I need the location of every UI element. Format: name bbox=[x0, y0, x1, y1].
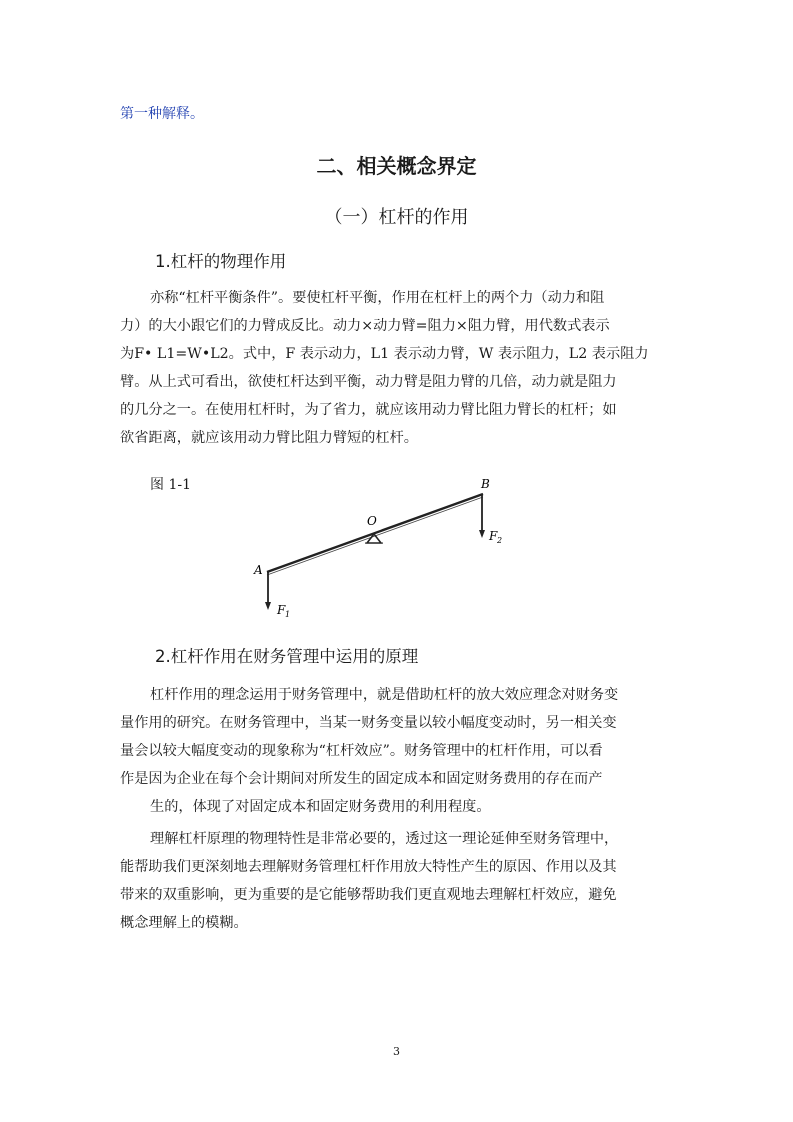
paragraph-line: 作是因为企业在每个会计期间对所发生的固定成本和固定财务费用的存在而产 bbox=[120, 771, 603, 787]
paragraph-line: 臂。从上式可看出，欲使杠杆达到平衡，动力臂是阻力臂的几倍，动力就是阻力 bbox=[120, 374, 617, 390]
paragraph-line: 欲省距离，就应该用动力臂比阻力臂短的杠杆。 bbox=[120, 430, 418, 446]
paragraph-line: 量会以较大幅度变动的现象称为“杠杆效应”。财务管理中的杠杆作用，可以看 bbox=[120, 743, 603, 759]
paragraph-line: 亦称“杠杆平衡条件”。要使杠杆平衡，作用在杠杆上的两个力（动力和阻 bbox=[150, 290, 605, 306]
force-f1-arrowhead bbox=[265, 602, 271, 610]
paragraph-line: 概念理解上的模糊。 bbox=[120, 915, 248, 931]
subsection-heading: （一）杠杆的作用 bbox=[324, 207, 469, 228]
force-f1-label: F bbox=[277, 603, 286, 617]
paragraph-line: 力）的大小跟它们的力臂成反比。动力×动力臂=阻力×阻力臂，用代数式表示 bbox=[120, 318, 610, 334]
section-2-title: 2.杠杆作用在财务管理中运用的原理 bbox=[155, 647, 419, 666]
section-1-title: 1.杠杆的物理作用 bbox=[155, 252, 287, 271]
lever-diagram bbox=[250, 474, 520, 624]
force-f2-subscript: 2 bbox=[497, 536, 503, 545]
point-b-label: B bbox=[481, 477, 490, 491]
paragraph-line: 生的，体现了对固定成本和固定财务费用的利用程度。 bbox=[150, 799, 491, 815]
figure-caption: 图 1-1 bbox=[150, 477, 191, 493]
force-f1-subscript: 1 bbox=[285, 610, 291, 619]
paragraph-line: 带来的双重影响，更为重要的是它能够帮助我们更直观地去理解杠杆效应，避免 bbox=[120, 887, 617, 903]
paragraph-line: 理解杠杆原理的物理特性是非常必要的，透过这一理论延伸至财务管理中， bbox=[150, 831, 619, 847]
point-o-label: O bbox=[367, 514, 377, 528]
paragraph-line: 量作用的研究。在财务管理中，当某一财务变量以较小幅度变动时，另一相关变 bbox=[120, 715, 617, 731]
lead-text: 第一种解释。 bbox=[120, 106, 204, 122]
paragraph-line: 为F• L1=W•L2。式中，F 表示动力，L1 表示动力臂，W 表示阻力，L2 表示阻力 bbox=[120, 346, 649, 362]
force-f2-arrowhead bbox=[479, 530, 485, 538]
page-number: 3 bbox=[393, 1045, 400, 1058]
paragraph-line: 能帮助我们更深刻地去理解财务管理杠杆作用放大特性产生的原因、作用以及其 bbox=[120, 859, 617, 875]
paragraph-line: 杠杆作用的理念运用于财务管理中，就是借助杠杆的放大效应理念对财务变 bbox=[150, 687, 619, 703]
section-heading: 二、相关概念界定 bbox=[316, 154, 477, 178]
paragraph-line: 的几分之一。在使用杠杆时，为了省力，就应该用动力臂比阻力臂长的杠杆；如 bbox=[120, 402, 617, 418]
lever-beam bbox=[267, 494, 483, 572]
force-f2-label: F bbox=[489, 529, 498, 543]
point-a-label: A bbox=[254, 563, 263, 577]
